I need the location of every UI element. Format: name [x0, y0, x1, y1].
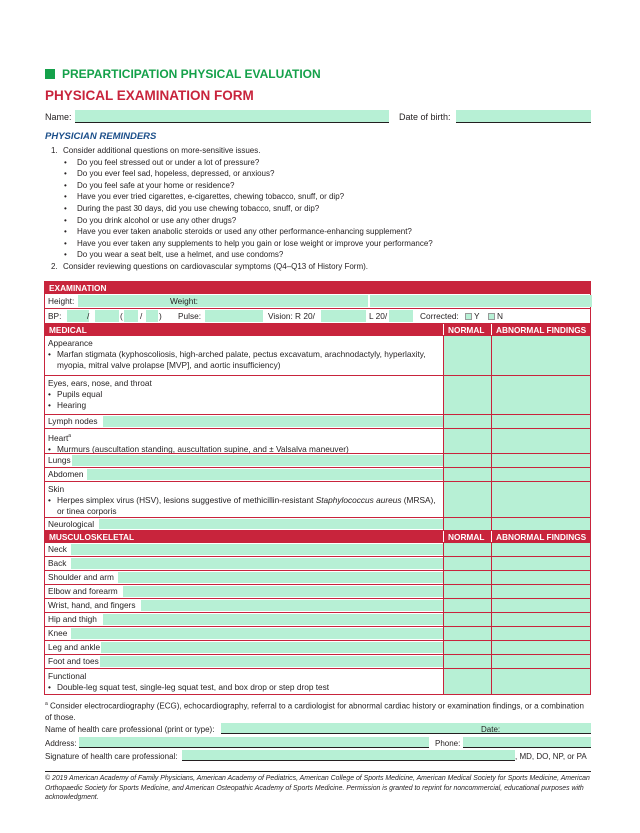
provider-name-field[interactable]: [221, 723, 511, 734]
list-item: • Do you ever feel sad, hopeless, depressed, or anxious?: [64, 169, 275, 179]
footnote: $^a$ Consider electrocardiography (ECG), echocardiography, referral to a cardiologist for abnormal cardiac history or examination findings, or a combination of those.: [45, 701, 584, 722]
abnormal-cell[interactable]: [491, 613, 590, 626]
bp-slash-2: /: [140, 311, 143, 321]
normal-cell[interactable]: [443, 376, 491, 414]
normal-cell[interactable]: [443, 429, 491, 453]
bp-paren-close: ): [159, 311, 162, 321]
address-field[interactable]: [79, 737, 429, 748]
table-row: [45, 517, 590, 530]
height-weight-row: [45, 293, 590, 308]
functional-label: Functional: [48, 671, 87, 681]
abnormal-cell[interactable]: [491, 518, 590, 530]
name-field[interactable]: [75, 110, 389, 123]
patient-info-row: [45, 110, 591, 124]
date-label: Date:: [481, 725, 501, 734]
table-row: [45, 453, 590, 467]
checkbox-icon: [488, 313, 495, 320]
section-title: [45, 67, 321, 81]
abdomen-label: Abdomen: [48, 469, 84, 479]
normal-cell[interactable]: [443, 415, 491, 428]
table-row: Knee: [45, 626, 590, 640]
abnormal-cell[interactable]: [491, 336, 590, 375]
reminder-item-2: 2. Consider reviewing questions on cardiovascular symptoms (Q4–Q13 of History Form).: [51, 261, 369, 271]
phone-label: Phone:: [435, 739, 461, 748]
abnormal-cell[interactable]: [491, 627, 590, 640]
eyes-label: Eyes, ears, nose, and throat: [48, 378, 152, 388]
table-row: Hip and thigh: [45, 612, 590, 626]
vision-l-label: L 20/: [369, 311, 388, 321]
abnormal-cell[interactable]: [491, 482, 590, 517]
appearance-detail: Marfan stigmata (kyphoscoliosis, high-arched palate, pectus excavatum, arachnodactyly, hyperlaxity, myopia, mitral valve prolapse [MVP], and aortic insufficiency): [57, 349, 426, 370]
table-row: Eyes, ears, nose, and throat • Pupils equal • Hearing: [45, 375, 590, 414]
list-item: • Have you ever tried cigarettes, e-cigarettes, chewing tobacco, snuff, or dip?: [64, 192, 345, 202]
skin-label: Skin: [48, 484, 65, 494]
abnormal-cell[interactable]: [491, 543, 590, 556]
pulse-label: Pulse:: [178, 311, 202, 321]
normal-cell[interactable]: [443, 454, 491, 467]
table-row: Neck: [45, 542, 590, 556]
normal-cell[interactable]: [443, 585, 491, 598]
bp-slash: /: [87, 311, 90, 321]
vitals-row: [45, 308, 590, 323]
examination-header: EXAMINATION: [45, 282, 590, 293]
list-item: • Do you feel safe at your home or residence?: [64, 180, 235, 190]
weight-field[interactable]: [203, 295, 368, 307]
normal-column-header: NORMAL: [443, 324, 491, 335]
normal-cell[interactable]: [443, 482, 491, 517]
abnormal-column-header: ABNORMAL FINDINGS: [491, 531, 590, 542]
credentials-label: , MD, DO, NP, or PA: [515, 752, 587, 761]
corrected-label: Corrected:: [420, 311, 459, 321]
normal-cell[interactable]: [443, 336, 491, 375]
abnormal-cell[interactable]: [491, 415, 590, 428]
neuro-label: Neurological: [48, 519, 95, 529]
checkbox-icon: [465, 313, 472, 320]
table-row: [45, 467, 590, 481]
normal-cell[interactable]: [443, 518, 491, 530]
abnormal-cell[interactable]: [491, 454, 590, 467]
table-row: [45, 414, 590, 428]
normal-cell[interactable]: [443, 571, 491, 584]
normal-cell[interactable]: [443, 599, 491, 612]
msk-header: MUSCULOSKELETAL NORMAL ABNORMAL FINDINGS: [45, 530, 590, 542]
list-item: • Have you ever taken anabolic steroids or used any other performance-enhancing supplement?: [64, 227, 412, 237]
list-item: • Do you feel stressed out or under a lot of pressure?: [64, 157, 260, 167]
bp-diastolic-field[interactable]: [95, 310, 119, 322]
exam-table: [44, 281, 591, 695]
vision-l-field[interactable]: [389, 310, 413, 322]
abnormal-cell[interactable]: [491, 641, 590, 654]
vision-r-label: Vision: R 20/: [268, 311, 315, 321]
vision-r-field[interactable]: [321, 310, 366, 322]
appearance-label: Appearance: [48, 338, 93, 348]
bp-repeat-diastolic-field[interactable]: [146, 310, 158, 322]
medical-header: MEDICAL NORMAL ABNORMAL FINDINGS: [45, 323, 590, 335]
abnormal-column-header: ABNORMAL FINDINGS: [491, 324, 590, 335]
address-label: Address:: [45, 739, 77, 748]
abnormal-cell[interactable]: [491, 429, 590, 453]
normal-cell[interactable]: [443, 655, 491, 668]
bp-repeat-systolic-field[interactable]: [124, 310, 138, 322]
corrected-yes[interactable]: Y: [465, 311, 480, 321]
weight-label: Weight:: [170, 296, 198, 306]
normal-cell[interactable]: [443, 627, 491, 640]
signature-field[interactable]: [182, 750, 515, 761]
abnormal-cell[interactable]: [491, 468, 590, 481]
phone-field[interactable]: [463, 737, 591, 748]
abnormal-cell[interactable]: [491, 599, 590, 612]
list-item: • Do you wear a seat belt, use a helmet, and use condoms?: [64, 250, 284, 260]
abnormal-cell[interactable]: [491, 376, 590, 414]
normal-cell[interactable]: [443, 641, 491, 654]
signature-row: [45, 750, 591, 762]
address-row: [45, 737, 591, 749]
normal-cell[interactable]: [443, 468, 491, 481]
dob-field[interactable]: [456, 110, 591, 123]
table-row: Back: [45, 556, 590, 570]
list-item: • Have you ever taken any supplements to help you gain or lose weight or improve your performance?: [64, 238, 433, 248]
reminders-title: PHYSICIAN REMINDERS: [45, 131, 157, 142]
normal-cell[interactable]: [443, 613, 491, 626]
normal-cell[interactable]: [443, 543, 491, 556]
height-label: Height:: [48, 296, 75, 306]
table-row: Heart$^a$ • Murmurs (auscultation standing, auscultation supine, and ± Valsalva maneuver): [45, 428, 590, 453]
bp-systolic-field[interactable]: [67, 310, 89, 322]
table-row: Wrist, hand, and fingers: [45, 598, 590, 612]
pulse-field[interactable]: [205, 310, 263, 322]
normal-cell[interactable]: [443, 669, 491, 694]
date-field[interactable]: [501, 723, 591, 734]
lungs-label: Lungs: [48, 455, 71, 465]
table-row: Functional • Double-leg squat test, single-leg squat test, and box drop or step drop test: [45, 668, 590, 694]
name-label: Name:: [45, 112, 72, 122]
normal-cell[interactable]: [443, 557, 491, 570]
table-row: Foot and toes: [45, 654, 590, 668]
table-row: Skin • Herpes simplex virus (HSV), lesions suggestive of methicillin-resistant Staphylococcus aureus (MRSA), or tinea corporis: [45, 481, 590, 517]
abnormal-cell[interactable]: [491, 655, 590, 668]
table-row: Leg and ankle: [45, 640, 590, 654]
provider-row: [45, 723, 591, 735]
section-title-text: PREPARTICIPATION PHYSICAL EVALUATION: [62, 67, 321, 81]
green-square-icon: [45, 69, 55, 79]
provider-label: Name of health care professional (print or type):: [45, 725, 215, 734]
table-row: Shoulder and arm: [45, 570, 590, 584]
bp-paren-open: (: [120, 311, 123, 321]
form-title: PHYSICAL EXAMINATION FORM: [45, 88, 254, 103]
heart-label: Heart: [48, 432, 69, 443]
reminder-item-1: 1. Consider additional questions on more-sensitive issues.: [51, 146, 261, 155]
abnormal-cell[interactable]: [491, 585, 590, 598]
table-row: Elbow and forearm: [45, 584, 590, 598]
bp-label: BP:: [48, 311, 62, 321]
lymph-label: Lymph nodes: [48, 416, 98, 426]
abnormal-cell[interactable]: [491, 669, 590, 694]
abnormal-cell[interactable]: [491, 571, 590, 584]
table-row: Appearance • Marfan stigmata (kyphoscoliosis, high-arched palate, pectus excavatum, arachnodactyly, hyperlaxity, myopia, mitral valve prolapse [MVP], and aortic insufficiency): [45, 335, 590, 375]
abnormal-cell[interactable]: [491, 557, 590, 570]
dob-label: Date of birth:: [399, 112, 451, 122]
list-item: • Do you drink alcohol or use any other drugs?: [64, 215, 237, 225]
normal-column-header: NORMAL: [443, 531, 491, 542]
reminders-list: [51, 145, 591, 273]
copyright-notice: © 2019 American Academy of Family Physicians, American Academy of Pediatrics, American College of Sports Medicine, American Medical Society for Sports Medicine, American Orthopaedic Society for Sports Medicine, and American Osteopathic Academy of Sports Medicine. Permission is granted to reprint for noncommercial, educational purposes with acknowledgment.: [45, 771, 591, 803]
extra-field[interactable]: [370, 295, 592, 307]
corrected-no[interactable]: N: [488, 311, 503, 321]
signature-label: Signature of health care professional:: [45, 752, 178, 761]
list-item: • During the past 30 days, did you use chewing tobacco, snuff, or dip?: [64, 203, 320, 213]
